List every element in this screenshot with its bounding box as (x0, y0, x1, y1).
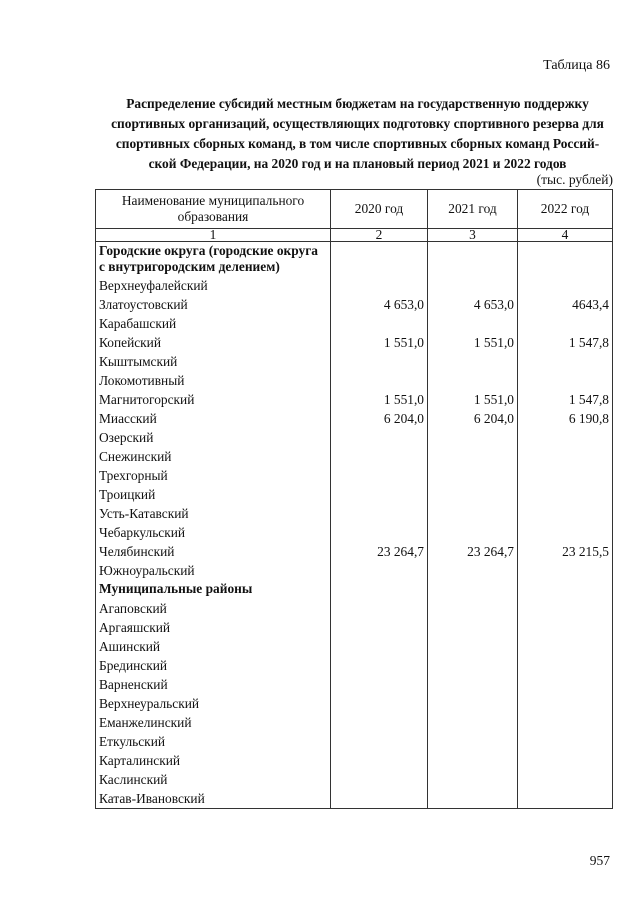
value-2022: 1 547,8 (518, 390, 613, 409)
municipality-name: Карталинский (96, 751, 331, 770)
table-row (96, 675, 613, 694)
value-2021 (428, 523, 518, 542)
header-year-2022: 2022 год (518, 190, 613, 229)
value-2022 (518, 466, 613, 485)
table-row (96, 314, 613, 333)
value-2022 (518, 599, 613, 618)
municipality-name: Усть-Катавский (96, 504, 331, 523)
table-number: Таблица 86 (543, 58, 610, 73)
section-heading: Городские округа (городские округа с внутригородским делением) (96, 242, 331, 277)
value-2020 (331, 371, 428, 390)
municipality-name: Аргаяшский (96, 618, 331, 637)
value-2022 (518, 618, 613, 637)
municipality-name: Еткульский (96, 732, 331, 751)
title-line: спортивных организаций, осуществляющих подготовку спортивного резерва для (111, 116, 604, 131)
table-row (96, 523, 613, 542)
value-2021 (428, 428, 518, 447)
table-row (96, 352, 613, 371)
value-2022: 23 215,5 (518, 542, 613, 561)
municipality-name: Копейский (96, 333, 331, 352)
value-2021 (428, 466, 518, 485)
value-2022 (518, 656, 613, 675)
municipality-name: Локомотивный (96, 371, 331, 390)
value-2020 (331, 466, 428, 485)
value-2021 (428, 675, 518, 694)
value-2020 (331, 675, 428, 694)
value-2021 (428, 694, 518, 713)
value-2022 (518, 694, 613, 713)
table-row (96, 409, 613, 428)
value-2020 (331, 694, 428, 713)
document-title (90, 94, 625, 174)
column-index: 4 (518, 229, 613, 242)
table-row (96, 333, 613, 352)
municipality-name: Еманжелинский (96, 713, 331, 732)
municipality-name: Катав-Ивановский (96, 789, 331, 809)
municipality-name: Варненский (96, 675, 331, 694)
table-header-row (96, 190, 613, 229)
column-index-row (96, 229, 613, 242)
value-2020 (331, 561, 428, 580)
value-2022 (518, 675, 613, 694)
municipality-name: Магнитогорский (96, 390, 331, 409)
value-2022: 6 190,8 (518, 409, 613, 428)
title-line: Распределение субсидий местным бюджетам на государственную поддержку (126, 96, 589, 111)
value-2021: 4 653,0 (428, 295, 518, 314)
municipality-name: Чебаркульский (96, 523, 331, 542)
value-2021 (428, 447, 518, 466)
value-2021 (428, 637, 518, 656)
value-2022 (518, 770, 613, 789)
value-2022 (518, 713, 613, 732)
table-row (96, 751, 613, 770)
section-heading: Муниципальные районы (96, 580, 331, 599)
table-row (96, 789, 613, 809)
municipality-name: Кыштымский (96, 352, 331, 371)
value-2022 (518, 751, 613, 770)
value-2021: 1 551,0 (428, 333, 518, 352)
column-index: 2 (331, 229, 428, 242)
value-2021: 6 204,0 (428, 409, 518, 428)
table-row (96, 656, 613, 675)
value-2020 (331, 656, 428, 675)
table-row (96, 504, 613, 523)
table-row (96, 637, 613, 656)
table-body (96, 242, 613, 809)
municipality-name: Миасский (96, 409, 331, 428)
value-2021 (428, 770, 518, 789)
municipality-name: Верхнеуфалейский (96, 276, 331, 295)
value-2021 (428, 618, 518, 637)
value-2022 (518, 580, 613, 599)
value-2021 (428, 751, 518, 770)
value-2021: 23 264,7 (428, 542, 518, 561)
value-2021 (428, 485, 518, 504)
value-2020 (331, 314, 428, 333)
table-row (96, 561, 613, 580)
subsidy-table (95, 189, 613, 809)
units-label: (тыс. рублей) (536, 172, 613, 187)
table-row (96, 732, 613, 751)
title-line: ской Федерации, на 2020 год и на плановый период 2021 и 2022 годов (148, 156, 567, 171)
table-row (96, 542, 613, 561)
table-row (96, 295, 613, 314)
municipality-name: Снежинский (96, 447, 331, 466)
table-row (96, 371, 613, 390)
value-2022 (518, 242, 613, 277)
value-2020 (331, 770, 428, 789)
municipality-name: Южноуральский (96, 561, 331, 580)
value-2020 (331, 732, 428, 751)
table-row (96, 618, 613, 637)
value-2020: 23 264,7 (331, 542, 428, 561)
value-2022 (518, 789, 613, 809)
value-2021 (428, 580, 518, 599)
municipality-name: Троицкий (96, 485, 331, 504)
value-2020: 1 551,0 (331, 390, 428, 409)
table-row (96, 428, 613, 447)
table-row (96, 276, 613, 295)
value-2021 (428, 314, 518, 333)
value-2022: 1 547,8 (518, 333, 613, 352)
value-2021 (428, 561, 518, 580)
value-2022 (518, 732, 613, 751)
table-section-row (96, 242, 613, 277)
value-2021 (428, 352, 518, 371)
municipality-name: Озерский (96, 428, 331, 447)
municipality-name: Челябинский (96, 542, 331, 561)
value-2022 (518, 523, 613, 542)
value-2021 (428, 276, 518, 295)
value-2020: 6 204,0 (331, 409, 428, 428)
value-2021 (428, 242, 518, 277)
municipality-name: Трехгорный (96, 466, 331, 485)
value-2022 (518, 276, 613, 295)
table-row (96, 713, 613, 732)
value-2022 (518, 371, 613, 390)
value-2020 (331, 637, 428, 656)
municipality-name: Верхнеуральский (96, 694, 331, 713)
table-row (96, 390, 613, 409)
table-row (96, 447, 613, 466)
value-2022 (518, 561, 613, 580)
value-2020 (331, 523, 428, 542)
header-municipality: Наименование муниципального образования (96, 190, 331, 229)
column-index: 3 (428, 229, 518, 242)
value-2020 (331, 428, 428, 447)
value-2020 (331, 276, 428, 295)
value-2021 (428, 713, 518, 732)
value-2020 (331, 242, 428, 277)
column-index: 1 (96, 229, 331, 242)
table-row (96, 770, 613, 789)
value-2022: 4643,4 (518, 295, 613, 314)
value-2021 (428, 504, 518, 523)
table-row (96, 485, 613, 504)
value-2020 (331, 485, 428, 504)
value-2022 (518, 504, 613, 523)
value-2020: 4 653,0 (331, 295, 428, 314)
value-2022 (518, 637, 613, 656)
value-2021 (428, 656, 518, 675)
table-section-row (96, 580, 613, 599)
header-year-2021: 2021 год (428, 190, 518, 229)
table-row (96, 694, 613, 713)
table-row (96, 599, 613, 618)
header-year-2020: 2020 год (331, 190, 428, 229)
municipality-name: Агаповский (96, 599, 331, 618)
value-2021 (428, 789, 518, 809)
title-line: спортивных сборных команд, в том числе спортивных сборных команд Россий- (115, 136, 600, 151)
municipality-name: Ашинский (96, 637, 331, 656)
value-2022 (518, 314, 613, 333)
municipality-name: Карабашский (96, 314, 331, 333)
value-2020 (331, 352, 428, 371)
page-number: 957 (589, 853, 610, 868)
value-2020 (331, 789, 428, 809)
value-2020 (331, 618, 428, 637)
municipality-name: Брединский (96, 656, 331, 675)
value-2020 (331, 580, 428, 599)
table-row (96, 466, 613, 485)
value-2021: 1 551,0 (428, 390, 518, 409)
value-2020 (331, 447, 428, 466)
value-2022 (518, 352, 613, 371)
value-2020 (331, 751, 428, 770)
value-2021 (428, 732, 518, 751)
value-2020 (331, 599, 428, 618)
municipality-name: Каслинский (96, 770, 331, 789)
municipality-name: Златоустовский (96, 295, 331, 314)
value-2020 (331, 504, 428, 523)
value-2022 (518, 447, 613, 466)
value-2020 (331, 713, 428, 732)
value-2021 (428, 599, 518, 618)
value-2021 (428, 371, 518, 390)
value-2022 (518, 428, 613, 447)
value-2022 (518, 485, 613, 504)
value-2020: 1 551,0 (331, 333, 428, 352)
